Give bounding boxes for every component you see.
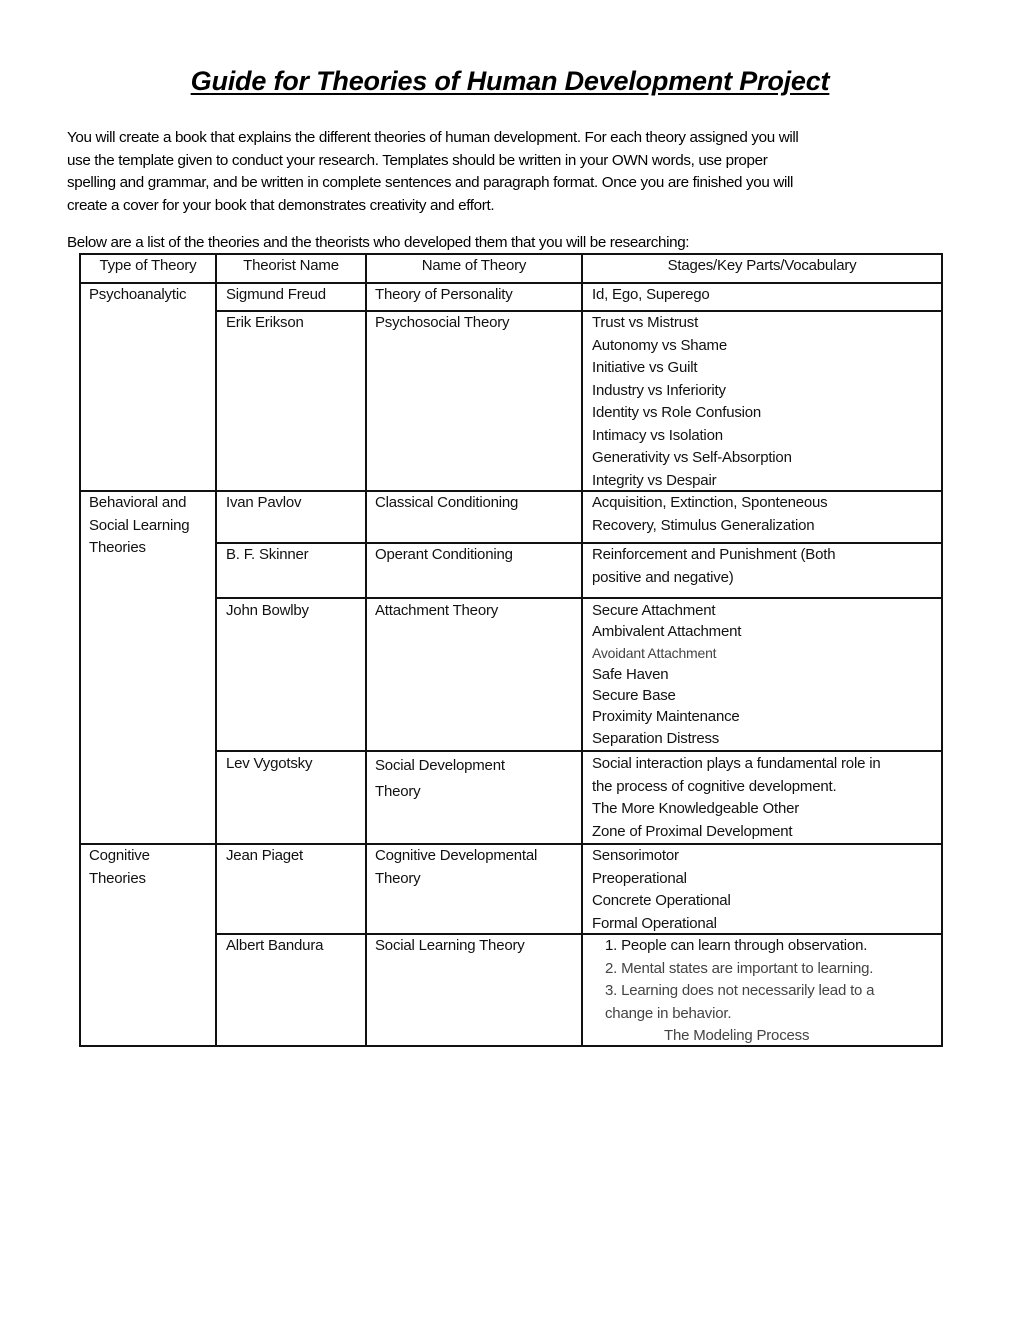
key-part: Secure Base [592,687,676,705]
key-parts-cell [592,845,731,935]
key-part: Generativity vs Self-Absorption [592,449,792,466]
type-cell-behavioral [89,492,189,560]
theory-name: Classical Conditioning [375,494,519,511]
table-col-rule [581,253,583,1047]
theory-cell [375,935,525,958]
key-part: Avoidant Attachment [592,644,717,661]
theorist-cell: John Bowlby [226,602,309,619]
theory-cell [375,753,505,804]
intro-line: You will create a book that explains the different theories of human development. For each theory assigned you will [67,129,799,146]
key-part: Secure Attachment [592,602,716,619]
key-part: Identity vs Role Confusion [592,404,762,421]
theorist-cell: Erik Erikson [226,314,304,331]
theory-name: Psychosocial Theory [375,314,510,331]
theory-name: Theory of Personality [375,286,513,303]
key-part: Social interaction plays a fundamental role in [592,755,881,772]
key-part: 3. Learning does not necessarily lead to a [605,982,875,999]
theory-name: Cognitive Developmental [375,847,538,864]
type-cell-psychoanalytic [89,284,186,307]
key-part: the process of cognitive development. [592,777,837,795]
theory-cell [375,845,537,890]
key-part: positive and negative) [592,568,734,586]
table-rule [216,750,943,752]
theory-cell [375,312,509,335]
key-parts-cell [605,935,874,1048]
key-part: Integrity vs Despair [592,471,717,489]
header-theorist-name: Theorist Name [243,257,339,274]
key-part: Preoperational [592,869,687,887]
header-type-of-theory: Type of Theory [99,257,197,274]
key-part: Reinforcement and Punishment (Both [592,546,836,563]
table-rule [216,597,943,599]
table-lead-in: Below are a list of the theories and the theorists who developed them that you will be researching: [67,234,690,251]
key-parts-cell [592,600,741,749]
key-part: Trust vs Mistrust [592,314,699,331]
theory-name: Operant Conditioning [375,546,513,563]
theory-name: Social Development [375,757,505,774]
type-cell-cognitive [89,845,150,890]
key-part: Proximity Maintenance [592,708,740,726]
header-key-parts: Stages/Key Parts/Vocabulary [667,257,857,274]
key-part: Concrete Operational [592,892,731,909]
intro-line: create a cover for your book that demonstrates creativity and effort. [67,196,495,214]
key-part: Acquisition, Extinction, Sponteneous [592,494,828,511]
key-part: Initiative vs Guilt [592,359,698,376]
key-parts-cell [592,312,792,492]
theorist-cell: Jean Piaget [226,847,304,864]
key-parts-cell [592,753,880,843]
key-part: 1. People can learn through observation. [605,937,868,954]
intro-line: use the template given to conduct your research. Templates should be written in your OWN words, use proper [67,151,768,169]
type-label: Social Learning [89,516,190,534]
table-border-left [79,253,81,1047]
theorist-cell: Sigmund Freud [226,286,326,303]
table-col-rule [365,253,367,1047]
intro-line: spelling and grammar, and be written in complete sentences and paragraph format. Once you are finished you will [67,174,794,191]
key-part: Ambivalent Attachment [592,623,742,641]
theorist-cell: Albert Bandura [226,937,324,954]
theory-cell [375,284,513,307]
key-part: The More Knowledgeable Other [592,800,800,817]
key-parts-cell [592,284,710,307]
type-label: Behavioral and [89,494,187,511]
key-part: change in behavior. [605,1004,732,1022]
theory-name: Attachment Theory [375,602,499,619]
theorist-cell: Ivan Pavlov [226,494,302,511]
key-part: Industry vs Inferiority [592,381,726,399]
key-part: Sensorimotor [592,847,679,864]
theory-cell [375,492,518,515]
theory-name: Social Learning Theory [375,937,525,954]
key-part: Separation Distress [592,729,720,747]
type-label: Psychoanalytic [89,286,187,303]
theory-cell [375,544,513,567]
key-part: Formal Operational [592,914,717,932]
header-name-of-theory: Name of Theory [421,257,527,274]
theorist-cell: B. F. Skinner [226,546,309,563]
type-label: Theories [89,869,146,887]
page-title: Guide for Theories of Human Development Project [190,66,830,96]
theory-name: Theory [375,782,421,800]
table-col-rule [215,253,217,1047]
type-label: Theories [89,539,146,556]
table-border-right [941,253,943,1047]
key-part: Id, Ego, Superego [592,286,710,303]
key-part: 2. Mental states are important to learning. [605,959,874,977]
theory-cell [375,600,498,623]
type-label: Cognitive [89,847,150,864]
key-part: Zone of Proximal Development [592,822,793,840]
key-parts-cell [592,544,835,589]
theorist-cell: Lev Vygotsky [226,755,313,772]
key-part: The Modeling Process [664,1027,810,1044]
key-part: Autonomy vs Shame [592,336,727,354]
key-part: Intimacy vs Isolation [592,426,723,444]
key-part: Safe Haven [592,665,669,683]
table-rule [216,310,943,312]
theory-name: Theory [375,869,421,887]
key-part: Recovery, Stimulus Generalization [592,516,815,534]
key-parts-cell [592,492,827,537]
